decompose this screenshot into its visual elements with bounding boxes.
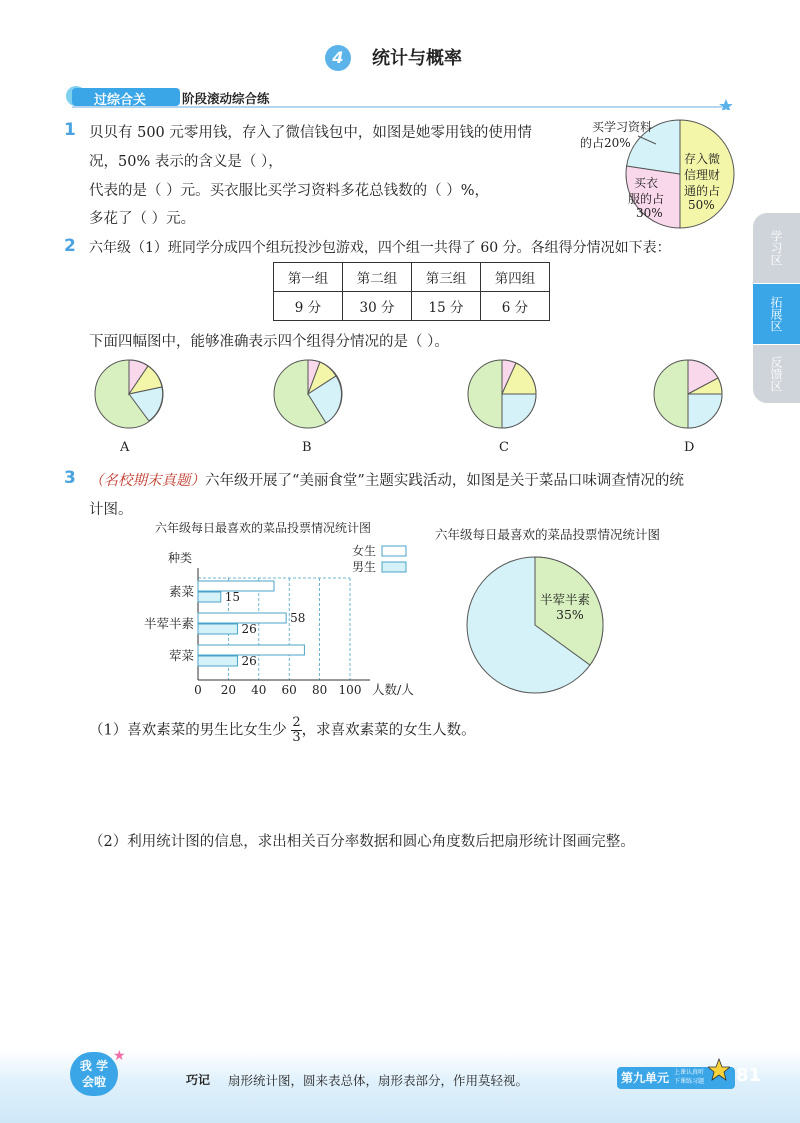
- q3-bar-chart: [130, 520, 440, 700]
- legend-label-1: 男生: [352, 560, 377, 574]
- q1-line2: 况，50% 表示的含义是（ ），: [89, 154, 283, 170]
- bar-data-label: 26: [241, 622, 257, 636]
- q2-option-a-label[interactable]: A: [120, 440, 130, 455]
- section-badge: 过综合关: [94, 93, 147, 108]
- footer-badge: [70, 1052, 118, 1096]
- q3-line2: 计图。: [89, 502, 133, 518]
- q3-text: 六年级开展了“美丽食堂”主题实践活动，如图是关于菜品口味调查情况的统: [205, 473, 684, 489]
- bar-data-label: 15: [224, 590, 241, 604]
- q3-sub1: [89, 716, 476, 745]
- table-header: 第四组: [481, 263, 550, 292]
- table-row: [274, 292, 550, 321]
- table-cell: 9 分: [274, 292, 343, 321]
- bar-1: [198, 656, 238, 666]
- footer-mini-2: 下课练习题: [674, 1078, 705, 1085]
- footer-star-icon: ★: [113, 1048, 126, 1064]
- q2-line1: 六年级（1）班同学分成四个组玩投沙包游戏，四个组一共得了 60 分。各组得分情况如下表：: [89, 240, 671, 256]
- bar-1: [198, 592, 221, 602]
- q1-label-clothes-1: 买衣: [634, 176, 659, 190]
- q1-label-clothes-3: 30%: [636, 206, 663, 220]
- q1-label-wechat-4: 50%: [688, 198, 715, 212]
- q3-tag: （名校期末真题）: [89, 473, 205, 489]
- legend-label-0: 女生: [352, 544, 377, 558]
- category-label: 荤菜: [168, 648, 194, 663]
- footer-unit-label: 第九单元: [621, 1071, 670, 1085]
- q3-number: 3: [64, 468, 76, 488]
- bar-chart-ylabel: 种类: [168, 551, 193, 565]
- bar-chart-title: 六年级每日最喜欢的菜品投票情况统计图: [155, 521, 372, 535]
- q3-pie-slice-label: 半荤半素: [540, 592, 591, 607]
- footer-mini-1: 上课认真听: [674, 1069, 705, 1076]
- table-header-row: [274, 263, 550, 292]
- footer-tip-label: 巧记: [186, 1073, 211, 1087]
- table-header: 第三组: [412, 263, 481, 292]
- footer-tip-text: 扇形统计图，圆来表总体，扇形表部分，作用莫轻视。: [228, 1073, 529, 1088]
- q2-question: 下面四幅图中，能够准确表示四个组得分情况的是（ ）。: [89, 334, 449, 350]
- x-tick-label: 20: [220, 683, 237, 697]
- x-tick-label: 100: [338, 683, 362, 697]
- q3-line1: [89, 469, 684, 490]
- q2-option-a-pie: [93, 358, 165, 430]
- q3-pie-chart: [460, 550, 610, 700]
- tab-expand[interactable]: 拓展区: [753, 284, 800, 344]
- bar-data-label: 26: [241, 654, 257, 668]
- chapter-number: 4: [332, 48, 344, 67]
- q3-pie-chart-title: 六年级每日最喜欢的菜品投票情况统计图: [435, 527, 661, 542]
- legend-swatch-0: [382, 546, 406, 556]
- footer-mascot-icon: [708, 1058, 730, 1086]
- q2-option-c-label[interactable]: C: [499, 440, 509, 455]
- fraction-numerator: 2: [292, 715, 301, 730]
- table-header: 第二组: [343, 263, 412, 292]
- category-label: 素菜: [168, 584, 194, 599]
- bar-chart-xlabel: 人数/人: [372, 682, 414, 697]
- q3-sub2: （2）利用统计图的信息，求出相关百分率数据和圆心角度数后把扇形统计图画完整。: [89, 834, 635, 850]
- q1-label-study-1: 买学习资料: [592, 120, 653, 134]
- legend-swatch-1: [382, 562, 406, 572]
- tab-feedback[interactable]: 反馈区: [753, 345, 800, 403]
- q2-option-b-label[interactable]: B: [302, 440, 312, 455]
- q2-option-b-pie: [272, 358, 344, 430]
- q2-option-c-pie: [466, 358, 538, 430]
- table-cell: 6 分: [481, 292, 550, 321]
- table-cell: 30 分: [343, 292, 412, 321]
- tab-study[interactable]: 学习区: [753, 213, 800, 283]
- q1-label-study-2: 的占20%: [580, 136, 631, 150]
- bar-data-label: 58: [290, 611, 306, 625]
- section-header-bar: [62, 86, 732, 108]
- section-header-decoration: [62, 86, 732, 110]
- footer-badge-line2: 会啦: [81, 1075, 106, 1089]
- table-header: 第一组: [274, 263, 343, 292]
- page-title: 统计与概率: [372, 48, 462, 69]
- x-tick-label: 40: [251, 683, 267, 697]
- q2-number: 2: [64, 236, 76, 256]
- q1-line3: 代表的是（ ）元。买衣服比买学习资料多花总钱数的（ ）%，: [89, 183, 489, 199]
- q2-option-d-label[interactable]: D: [684, 440, 695, 455]
- x-tick-label: 60: [281, 683, 297, 697]
- chapter-number-badge: [325, 45, 351, 71]
- q2-option-d-pie: [652, 358, 724, 430]
- q2-score-table: [273, 262, 550, 321]
- q1-label-wechat-1: 存入微: [684, 152, 721, 166]
- x-tick-label: 0: [194, 683, 202, 697]
- q3-pie-slice-value: 35%: [556, 607, 584, 622]
- fraction-denominator: 3: [292, 730, 301, 745]
- q1-label-wechat-3: 通的占: [684, 184, 721, 198]
- section-subtitle: 阶段滚动综合练: [182, 91, 270, 106]
- q1-label-wechat-2: 信理财: [684, 168, 721, 182]
- x-tick-label: 80: [311, 683, 328, 697]
- q3-sub1-suffix: ，求喜欢素菜的女生人数。: [301, 722, 476, 739]
- bar-1: [198, 624, 238, 634]
- category-label: 半荤半素: [143, 616, 194, 631]
- q1-label-clothes-2: 服的占: [628, 192, 665, 206]
- table-cell: 15 分: [412, 292, 481, 321]
- q1-number: 1: [64, 120, 76, 140]
- q3-sub1-prefix: （1）喜欢素菜的男生比女生少: [89, 722, 287, 739]
- q1-pie-chart: [576, 114, 740, 232]
- footer-badge-line1: 我 学: [79, 1059, 109, 1073]
- q3-sub1-fraction: [291, 716, 301, 745]
- q1-line1: 贝贝有 500 元零用钱，存入了微信钱包中，如图是她零用钱的使用情: [89, 125, 532, 141]
- q1-line4: 多花了（ ）元。: [89, 211, 196, 227]
- page-number: 81: [736, 1065, 762, 1086]
